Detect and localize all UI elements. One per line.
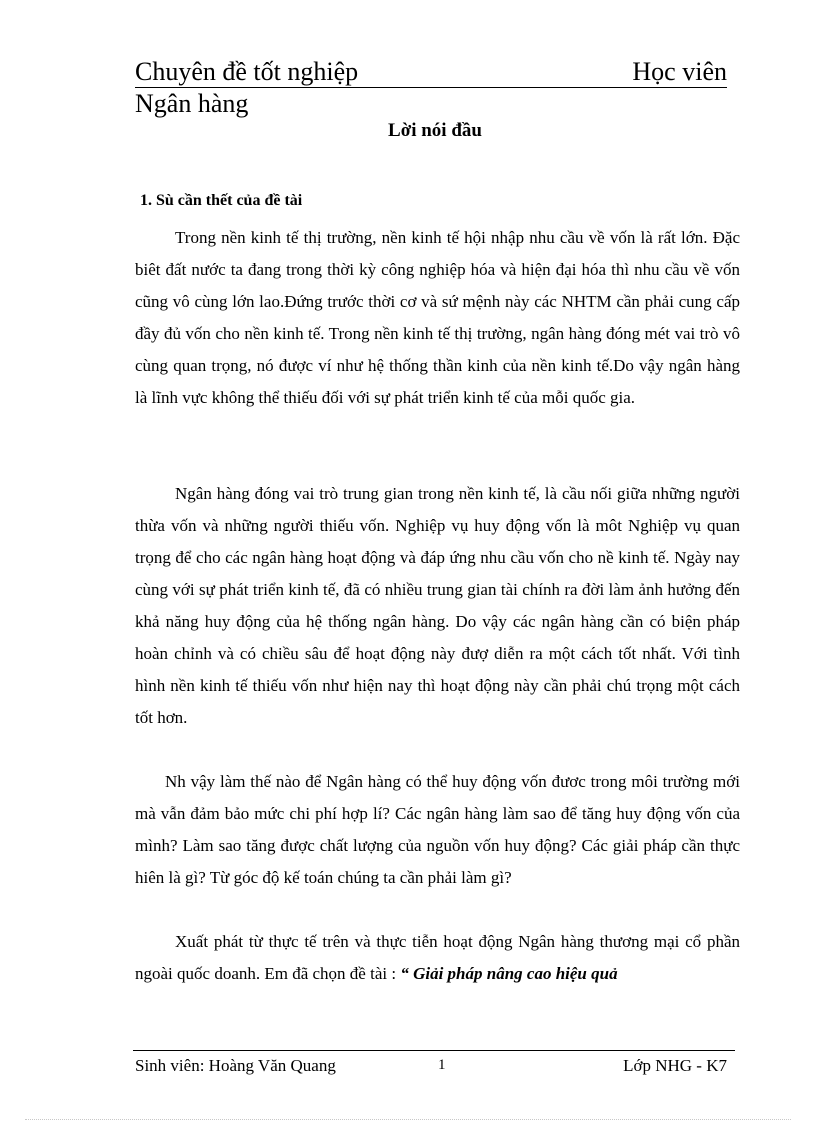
header-top-line [135,56,727,88]
page-header [135,56,727,120]
footer-class: Lớp NHG - K7 [623,1056,727,1075]
paragraph-2: Ngân hàng đóng vai trò trung gian trong nền kinh tế, là cầu nối giữa những người thừa vốn và những người thiếu vốn. Nghiệp vụ huy động vốn là môt Nghiệp vụ quan trọng để cho các ngân hàng hoạt động và đáp ứng nhu cầu vốn cho nề kinh tế. Ngày nay cùng với sự phát triển kinh tế, đã có nhiều trung gian tài chính ra đời làm ảnh hưởng đến khả năng huy động của hệ thống ngân hàng. Do vậy các ngân hàng cần có biện pháp hoàn chỉnh và có chiều sâu để hoạt động này đượ diễn ra một cách tốt nhất. Với tình hình nền kinh tế thiếu vốn như hiện nay thì hoạt động này cần phải chú trọng một cách tốt hơn. [135,484,740,727]
page-title: Lời nói đầu [388,120,482,141]
header-document-type: Chuyên đề tốt nghiệp [135,57,359,86]
page-number: 1 [438,1057,446,1073]
paragraph-4-text: Xuất phát từ thực tế trên và thực tiễn hoạt động Ngân hàng thương mại cổ phần ngoài quốc doanh. Em đã chọn đề tài : [135,932,740,983]
header-institution-part1: Học viên [632,57,727,86]
footer-student-name: Sinh viên: Hoàng Văn Quang [135,1056,336,1075]
paragraph-1: Trong nền kinh tế thị trường, nền kinh tế hội nhập nhu cầu về vốn là rất lớn. Đặc biêt đất nước ta đang trong thời kỳ công nghiệp hóa và hiện đại hóa thì nhu cầu về vốn cũng vô cùng lớn lao.Đứng trước thời cơ và sứ mệnh này các NHTM cần phải cung cấp đầy đủ vốn cho nền kinh tế. Trong nền kinh tế thị trường, ngân hàng đóng mét vai trò vô cùng quan trọng, nó được ví như hệ thống thần kinh của nền kinh tế.Do vậy ngân hàng là lĩnh vực không thể thiếu đối với sự phát triển kinh tế của mỗi quốc gia. [135,228,740,407]
paragraph-4 [135,926,740,990]
header-institution-part2: Ngân hàng [135,89,249,118]
paragraph-3: Nh vậy làm thế nào để Ngân hàng có thể huy động vốn đươc trong môi trường mới mà vẫn đảm bảo mức chi phí hợp lí? Các ngân hàng làm sao để tăng huy động vốn của mình? Làm sao tăng được chất lượng của nguồn vốn huy động? Các giải pháp cần thực hiên là gì? Từ góc độ kế toán chúng ta cần phải làm gì? [135,772,740,887]
thesis-topic-title: “ Giải pháp nâng cao hiệu quả [400,964,618,983]
footer-rule [133,1050,735,1051]
section-heading: 1. Sù cần thết của đề tài [140,192,303,209]
page-break-line [25,1119,791,1120]
